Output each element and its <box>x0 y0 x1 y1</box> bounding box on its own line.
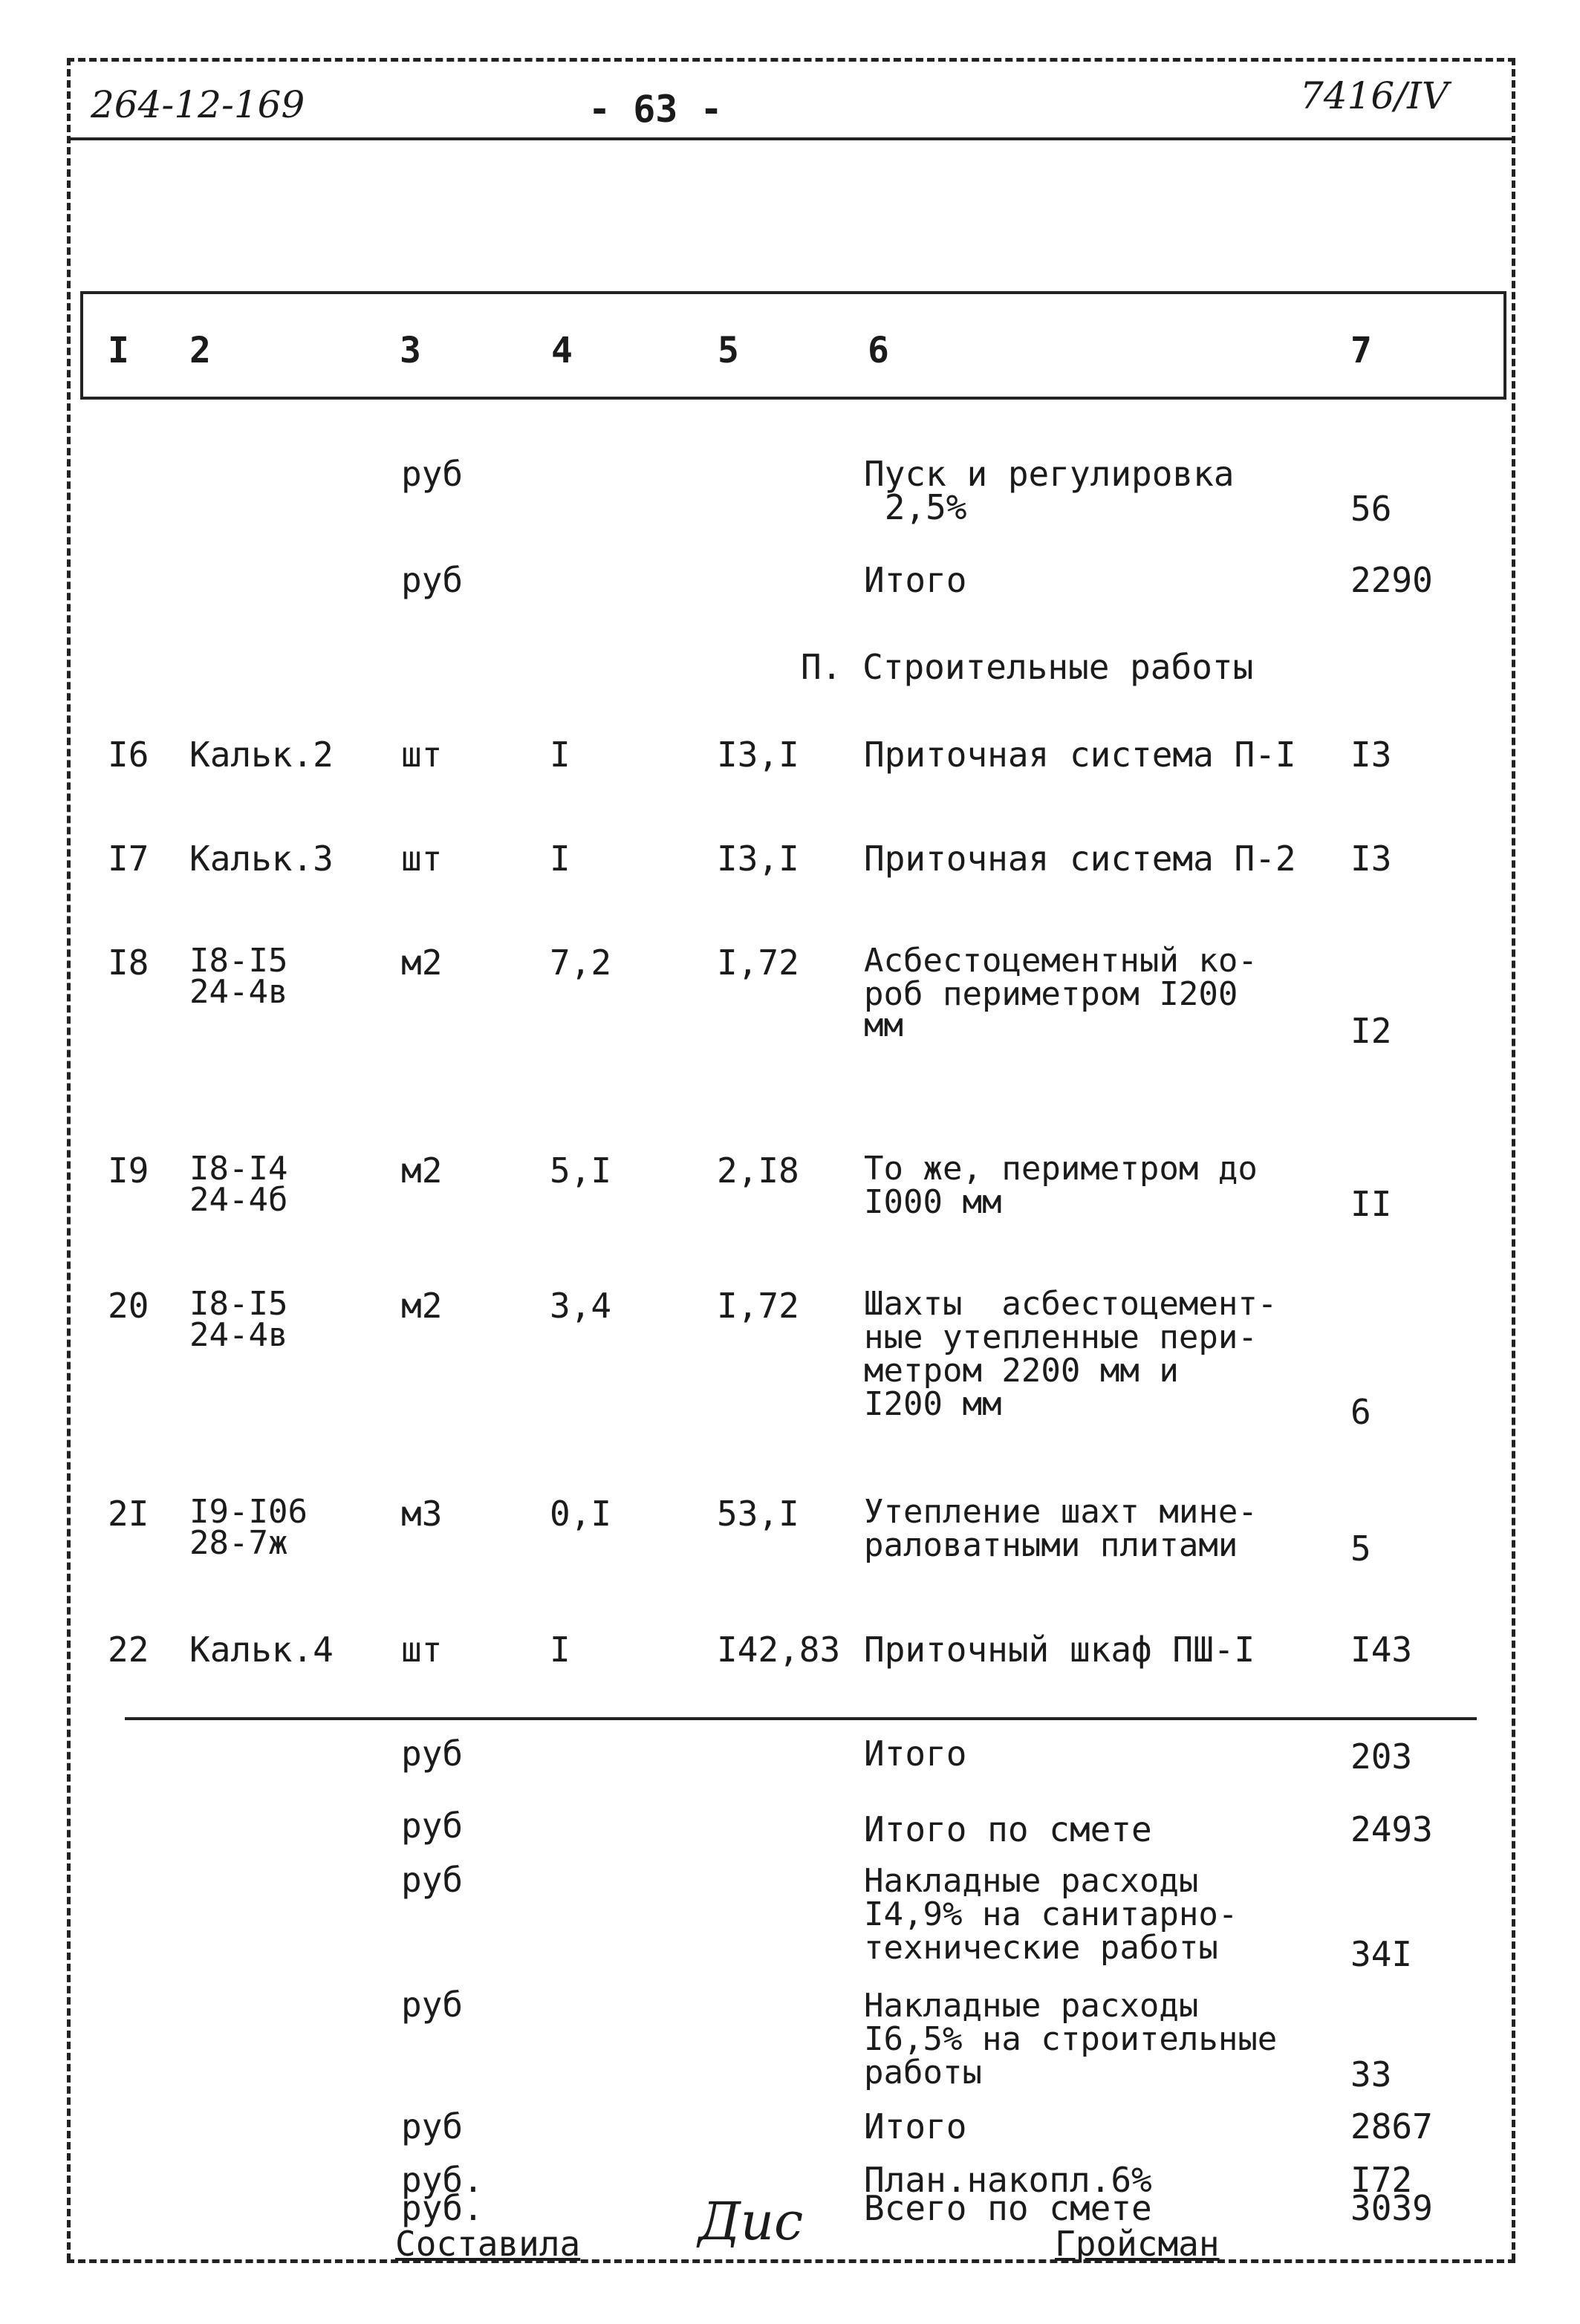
sheet-code: 7416/IV <box>1300 74 1449 117</box>
row-21-desc-1: Утепление шахт мине- <box>864 1493 1258 1531</box>
total-3-desc-2: I6,5% на строительные <box>864 2020 1278 2058</box>
total-4-unit: руб <box>401 2106 464 2146</box>
row-19-qty: 5,I <box>550 1150 612 1191</box>
row-16-num: I6 <box>108 735 149 775</box>
frame-top <box>67 58 1515 62</box>
row-20-num: 20 <box>108 1286 149 1326</box>
row-20-desc-4: I200 мм <box>864 1385 1002 1423</box>
total-6-desc: Всего по смете <box>864 2188 1152 2228</box>
row-17-num: I7 <box>108 839 149 879</box>
total-3-desc-3: работы <box>864 2054 982 2092</box>
row-16-price: I3,I <box>717 735 799 775</box>
total-0-value: 203 <box>1350 1737 1413 1777</box>
row-1-unit: руб <box>401 560 464 600</box>
signer-name: Гройсман <box>1055 2224 1220 2264</box>
row-19-total: II <box>1350 1184 1392 1224</box>
row-18-desc-3: мм <box>864 1006 903 1044</box>
row-20-total: 6 <box>1350 1392 1371 1432</box>
row-18-qty: 7,2 <box>550 943 612 983</box>
row-20-code-2: 24-4в <box>189 1316 288 1354</box>
row-22-unit: шт <box>401 1630 443 1670</box>
row-22-qty: I <box>550 1630 570 1670</box>
row-17-unit: шт <box>401 839 443 879</box>
total-5-desc: План.накопл.6% <box>864 2160 1152 2200</box>
row-21-total: 5 <box>1350 1529 1371 1569</box>
total-1-unit: руб <box>401 1806 464 1846</box>
row-17-qty: I <box>550 839 570 879</box>
row-19-num: I9 <box>108 1150 149 1191</box>
section-heading: П. Строительные работы <box>801 647 1254 687</box>
total-6-value: 3039 <box>1350 2188 1433 2228</box>
row-16-total: I3 <box>1350 735 1392 775</box>
row-16-unit: шт <box>401 735 443 775</box>
total-2-desc-3: технические работы <box>864 1929 1218 1967</box>
totals-divider <box>125 1717 1477 1720</box>
total-3-desc-1: Накладные расходы <box>864 1987 1199 2025</box>
row-21-code-1: I9-I06 <box>189 1493 308 1531</box>
total-4-desc: Итого <box>864 2106 967 2146</box>
row-18-desc-1: Асбестоцементный ко- <box>864 942 1258 980</box>
row-21-unit: м3 <box>401 1494 443 1534</box>
row-20-unit: м2 <box>401 1286 443 1326</box>
row-16-desc: Приточная система П-I <box>864 735 1296 775</box>
row-21-desc-2: раловатными плитами <box>864 1526 1238 1564</box>
row-22-desc: Приточный шкаф ПШ-I <box>864 1630 1255 1670</box>
row-18-total: I2 <box>1350 1011 1392 1051</box>
total-2-value: 34I <box>1350 1934 1413 1974</box>
row-1-total: 2290 <box>1350 560 1433 600</box>
doc-code: 264-12-169 <box>91 83 305 126</box>
row-0-desc-2: 2,5% <box>864 487 967 527</box>
total-0-desc: Итого <box>864 1734 967 1774</box>
row-19-unit: м2 <box>401 1150 443 1191</box>
row-18-price: I,72 <box>717 943 799 983</box>
signature: Дис <box>698 2191 804 2252</box>
total-3-value: 33 <box>1350 2054 1392 2094</box>
row-20-desc-2: ные утепленные пери- <box>864 1318 1258 1356</box>
page-number: - 63 - <box>588 88 723 131</box>
row-19-desc-1: То же, периметром до <box>864 1150 1258 1188</box>
col-header-1: I <box>108 330 129 371</box>
row-16-code: Кальк.2 <box>189 735 334 775</box>
row-18-code-2: 24-4в <box>189 973 288 1011</box>
row-19-code-2: 24-4б <box>189 1181 288 1219</box>
row-18-desc-2: роб периметром I200 <box>864 975 1238 1013</box>
row-0-unit: руб <box>401 454 464 494</box>
total-5-value: I72 <box>1350 2160 1413 2200</box>
total-5-unit: руб. <box>401 2160 484 2200</box>
row-17-price: I3,I <box>717 839 799 879</box>
row-1-desc: Итого <box>864 560 967 600</box>
row-18-num: I8 <box>108 943 149 983</box>
row-21-price: 53,I <box>717 1494 799 1534</box>
compiled-label: Составила <box>395 2224 581 2264</box>
row-20-qty: 3,4 <box>550 1286 612 1326</box>
row-19-code-1: I8-I4 <box>189 1150 288 1188</box>
header-divider <box>68 137 1512 140</box>
col-header-4: 4 <box>551 330 573 371</box>
total-2-desc-1: Накладные расходы <box>864 1862 1199 1900</box>
row-20-desc-1: Шахты асбестоцемент- <box>864 1285 1278 1323</box>
row-16-qty: I <box>550 735 570 775</box>
total-2-unit: руб <box>401 1860 464 1900</box>
row-18-code-1: I8-I5 <box>189 942 288 980</box>
row-21-qty: 0,I <box>550 1494 612 1534</box>
row-20-code-1: I8-I5 <box>189 1285 288 1323</box>
row-0-desc-1: Пуск и регулировка <box>864 454 1235 494</box>
total-0-unit: руб <box>401 1734 464 1774</box>
col-header-6: 6 <box>868 330 889 371</box>
frame-left <box>67 58 71 2261</box>
row-17-code: Кальк.3 <box>189 839 334 879</box>
col-header-7: 7 <box>1350 330 1372 371</box>
total-4-value: 2867 <box>1350 2106 1433 2146</box>
row-22-price: I42,83 <box>717 1630 841 1670</box>
frame-right <box>1512 58 1515 2261</box>
row-22-num: 22 <box>108 1630 149 1670</box>
total-6-unit: руб. <box>401 2188 484 2228</box>
row-20-price: I,72 <box>717 1286 799 1326</box>
row-21-num: 2I <box>108 1494 149 1534</box>
col-header-2: 2 <box>189 330 211 371</box>
row-0-total: 56 <box>1350 489 1392 529</box>
total-2-desc-2: I4,9% на санитарно- <box>864 1895 1238 1933</box>
row-18-unit: м2 <box>401 943 443 983</box>
total-3-unit: руб <box>401 1985 464 2025</box>
row-19-price: 2,I8 <box>717 1150 799 1191</box>
col-header-3: 3 <box>400 330 421 371</box>
row-22-total: I43 <box>1350 1630 1413 1670</box>
row-19-desc-2: I000 мм <box>864 1183 1002 1221</box>
row-21-code-2: 28-7ж <box>189 1524 288 1562</box>
row-17-total: I3 <box>1350 839 1392 879</box>
column-header-box <box>80 291 1506 400</box>
frame-bottom <box>67 2259 1515 2263</box>
row-17-desc: Приточная система П-2 <box>864 839 1296 879</box>
total-1-value: 2493 <box>1350 1809 1433 1849</box>
col-header-5: 5 <box>718 330 739 371</box>
row-20-desc-3: метром 2200 мм и <box>864 1352 1179 1390</box>
row-22-code: Кальк.4 <box>189 1630 334 1670</box>
total-1-desc: Итого по смете <box>864 1809 1152 1849</box>
